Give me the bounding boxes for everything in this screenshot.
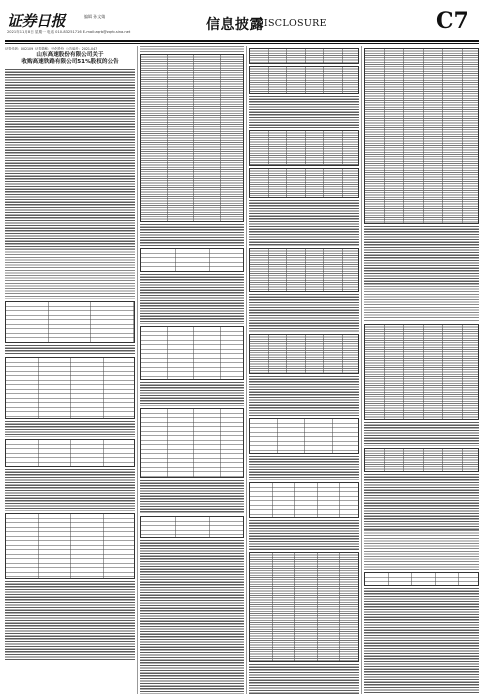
section-title: 信息披露 [206, 17, 264, 33]
text-block [249, 294, 359, 332]
text-block [5, 249, 135, 299]
data-table [249, 48, 359, 64]
column-divider [246, 46, 247, 694]
text-block [249, 96, 359, 128]
text-block [249, 664, 359, 694]
data-table [364, 324, 479, 420]
data-table [249, 552, 359, 662]
article-title [5, 52, 135, 66]
masthead [0, 0, 484, 46]
disclosure-body [5, 46, 479, 694]
data-table [249, 482, 359, 518]
text-block [5, 581, 135, 661]
data-table [140, 54, 244, 222]
data-table [364, 448, 479, 472]
text-block [140, 224, 244, 246]
announcement-no: 公告编号：2021-047 [65, 47, 98, 50]
data-table [5, 301, 135, 343]
article-body-text [5, 69, 135, 249]
text-block [364, 474, 479, 530]
column-divider [137, 46, 138, 694]
stock-code: 证券代码：002109 [5, 47, 34, 50]
page-number: C7 [436, 8, 469, 34]
column-1 [5, 46, 135, 694]
data-table [249, 418, 359, 454]
text-block [364, 588, 479, 694]
text-block [364, 286, 479, 322]
text-block [5, 421, 135, 437]
data-table [140, 516, 244, 538]
data-table [249, 248, 359, 292]
text-block [364, 530, 479, 570]
text-block [5, 469, 135, 511]
masthead-rule [5, 40, 479, 42]
text-block [364, 422, 479, 446]
data-table [5, 439, 135, 467]
data-table [249, 334, 359, 374]
data-table [140, 326, 244, 380]
data-table [140, 408, 244, 478]
column-2 [140, 46, 244, 694]
article-title-line-2: 收购高速铁路有限公司51%股权的公告 [21, 59, 119, 65]
data-table [364, 572, 479, 586]
text-block [364, 226, 479, 286]
text-block [140, 382, 244, 406]
text-block [249, 520, 359, 550]
data-table [249, 168, 359, 198]
newspaper-logo: 证券日报 [7, 12, 66, 30]
column-3 [249, 46, 359, 694]
text-block [5, 345, 135, 355]
article-title-line-1: 山东高速股份有限公司关于 [36, 52, 104, 58]
column-divider [361, 46, 362, 694]
text-block [249, 376, 359, 416]
text-block [140, 480, 244, 514]
section-title-english: DISCLOSURE [256, 18, 327, 29]
text-block [140, 46, 244, 52]
text-block [140, 540, 244, 694]
data-table [364, 48, 479, 224]
editor-credit: 编辑 孙文婧 [84, 14, 106, 19]
data-table [140, 248, 244, 272]
column-4 [364, 46, 479, 694]
data-table [5, 357, 135, 419]
article-header [5, 46, 135, 50]
data-table [249, 66, 359, 94]
stock-name: 证券简称：兴化股份 [35, 47, 64, 50]
dateline: 2021年11月8日 星期一 电话 010-83251716 E-mail:zqrb@zqrb.sina.net [7, 30, 131, 34]
data-table [5, 513, 135, 579]
text-block [249, 200, 359, 246]
data-table [249, 130, 359, 166]
text-block [140, 274, 244, 324]
masthead-rule-thin [5, 43, 479, 44]
text-block [249, 456, 359, 480]
